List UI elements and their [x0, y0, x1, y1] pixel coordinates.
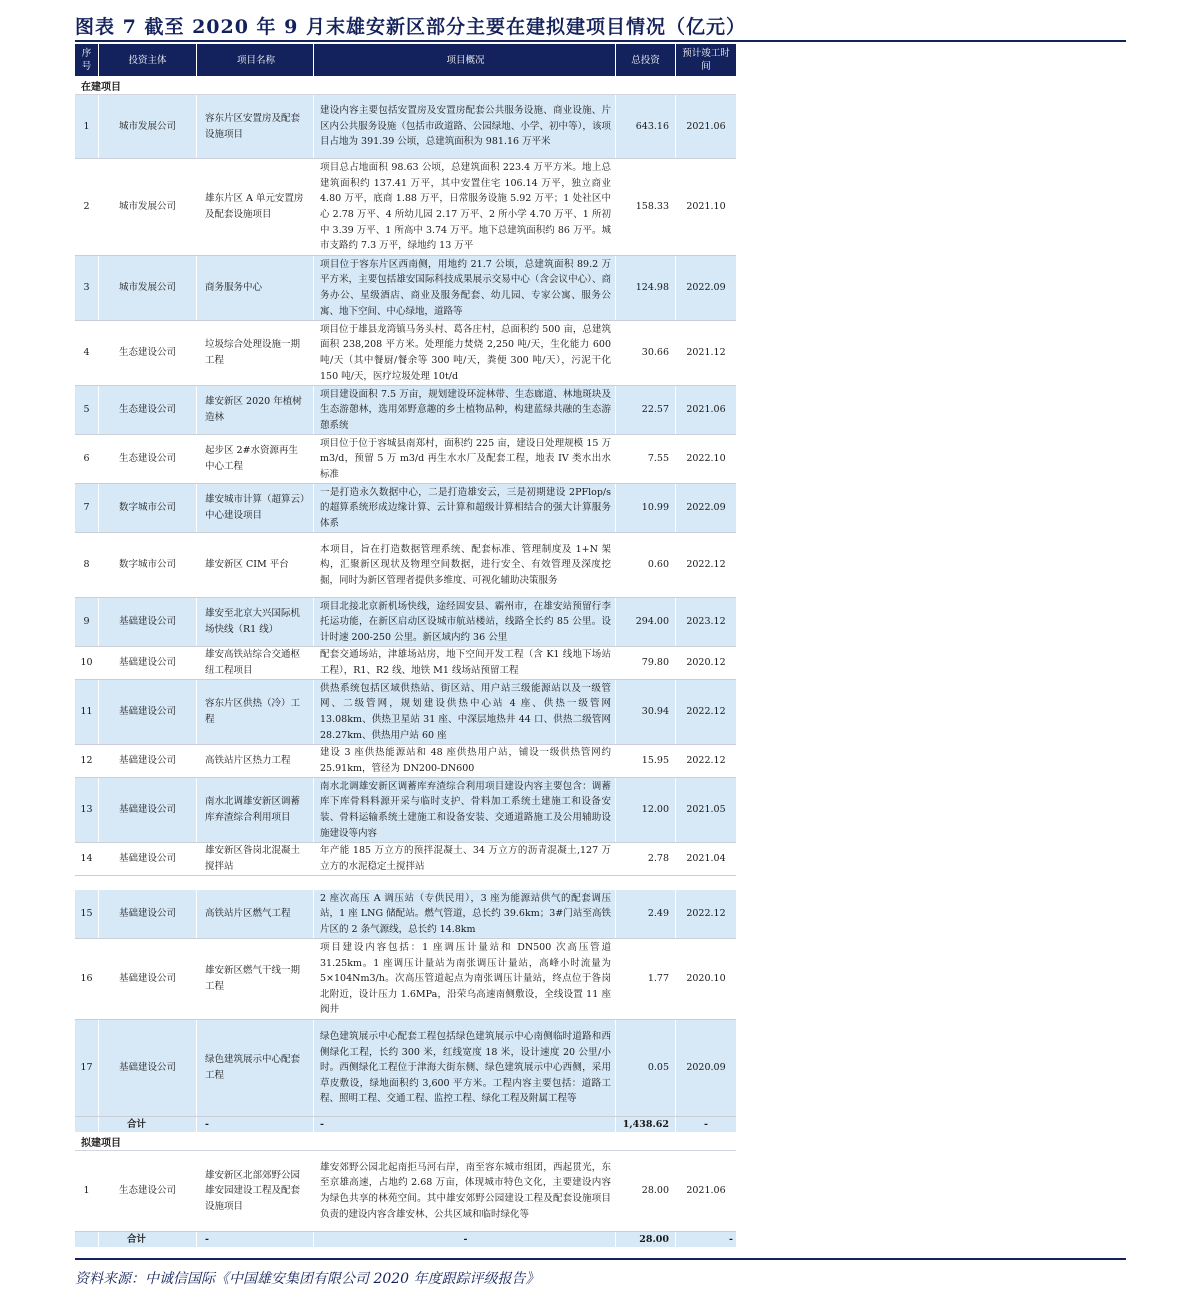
row-project-name: 雄安新区昝岗北混凝土搅拌站 [197, 843, 314, 875]
section-planned-label: 拟建项目 [75, 1132, 736, 1151]
planned-rows [75, 1151, 736, 1232]
page-break-gap [75, 876, 736, 890]
row-description: 本项目，旨在打造数据管理系统、配套标准、管理制度及 1+N 架构，汇聚新区现状及物理空间数据，进行安全、有效管理及深度挖掘，同时为新区管理者提供多维度、可视化辅助决策服务 [314, 533, 616, 597]
row-total-investment: 10.99 [616, 484, 676, 532]
header-name: 项目名称 [197, 44, 314, 76]
row-total-investment: 30.94 [616, 680, 676, 744]
row-project-name: 高铁站片区燃气工程 [197, 890, 314, 938]
row-completion-date: 2020.10 [686, 973, 726, 985]
row-project-name: 容东片区供热（冷）工程 [197, 680, 314, 744]
building-sum-label: 合计 [99, 1117, 197, 1132]
row-number: 3 [75, 256, 99, 320]
row-entity: 基础建设公司 [99, 598, 197, 646]
header-date: 预计竣工时间 [682, 48, 730, 72]
row-project-name: 商务服务中心 [197, 256, 314, 320]
row-total-investment: 124.98 [616, 256, 676, 320]
table-row [75, 386, 736, 435]
row-completion-date: 2021.05 [686, 804, 726, 816]
row-description: 配套交通场站，津雄场站房，地下空间开发工程（含 K1 线地下场站工程），R1、R2 线、地铁 M1 线场站预留工程 [314, 647, 616, 679]
row-entity: 生态建设公司 [99, 321, 197, 385]
table-row [75, 533, 736, 598]
row-number: 12 [75, 745, 99, 777]
row-completion-date: 2020.12 [686, 657, 726, 669]
row-description: 项目建设面积 7.5 万亩，规划建设环淀林带、生态廊道、林地斑块及生态游憩林，选用郊野意趣的乡土植物品种，构建蓝绿共融的生态游憩系统 [314, 386, 616, 434]
row-project-name: 南水北调雄安新区调蓄库弃渣综合利用项目 [197, 778, 314, 842]
row-entity: 生态建设公司 [99, 1151, 197, 1231]
projects-table [75, 44, 736, 1247]
source-note: 资料来源：中诚信国际《中国雄安集团有限公司 2020 年度跟踪评级报告》 [75, 1271, 540, 1287]
row-number: 16 [75, 939, 99, 1019]
row-number: 15 [75, 890, 99, 938]
row-number: 13 [75, 778, 99, 842]
table-row [75, 778, 736, 843]
row-entity: 基础建设公司 [99, 680, 197, 744]
row-description: 项目北接北京新机场快线，途经固安县、霸州市，在雄安站预留行李托运功能，在新区启动区设城市航站楼站，线路全长约 85 公里。设计时速 200-250 公里。新区域内约 36 公里 [314, 598, 616, 646]
planned-sum-entity: - [197, 1232, 314, 1247]
row-project-name: 容东片区安置房及配套设施项目 [197, 95, 314, 158]
row-completion-date: 2021.06 [686, 120, 726, 132]
row-total-investment: 28.00 [616, 1151, 676, 1231]
row-description: 绿色建筑展示中心配套工程包括绿色建筑展示中心南侧临时道路和西侧绿化工程，长约 300 米，红线宽度 18 米，设计速度 20 公里/小时。西侧绿化工程位于津海大街东侧、绿色建筑展示中心西侧，采用草皮敷设，绿地面积约 3,600 平方米。工程内容主要包括：道路工程、照明工程、交通工程、监控工程、绿化工程及附属工程等 [314, 1020, 616, 1116]
row-description: 项目位于位于容城县南郑村，面积约 225 亩，建设日处理规模 15 万 m3/d，预留 5 万 m3/d 再生水水厂及配套工程，地表 IV 类水出水标准 [314, 435, 616, 483]
row-entity: 城市发展公司 [99, 95, 197, 158]
row-description: 年产能 185 万立方的预拌混凝土、34 万立方的沥青混凝土,127 万立方的水泥稳定土搅拌站 [314, 843, 616, 875]
row-project-name: 雄安新区 2020 年植树造林 [197, 386, 314, 434]
planned-sum-date: - [729, 1234, 733, 1245]
title-rule [75, 40, 1126, 42]
row-description: 项目总占地面积 98.63 公顷，总建筑面积 223.4 万平方米。地上总建筑面积约 137.41 万平，其中安置住宅 106.14 万平，独立商业 4.80 万平，底商 1.88 万平，日常服务设施 5.92 万平；1 处社区中心 2.78 万平、4 所幼儿园 2.17 万平、2 所小学 4.70 万平、1 所初中 3.39 万平、1 所高中 3.74 万平。地下总建筑面积约 86 万平。城市支路约 7.3 万平，绿地约 13 万平 [314, 159, 616, 255]
row-completion-date: 2022.09 [686, 502, 726, 514]
row-number: 9 [75, 598, 99, 646]
figure-title: 图表 7 截至 2020 年 9 月末雄安新区部分主要在建拟建项目情况（亿元） [75, 16, 747, 38]
row-total-investment: 22.57 [616, 386, 676, 434]
building-sum-entity: - [197, 1117, 314, 1132]
row-number: 10 [75, 647, 99, 679]
row-total-investment: 294.00 [616, 598, 676, 646]
row-entity: 数字城市公司 [99, 484, 197, 532]
row-number: 5 [75, 386, 99, 434]
row-completion-date: 2022.10 [686, 453, 726, 465]
building-sum-total: 1,438.62 [616, 1117, 676, 1132]
row-completion-date: 2020.09 [686, 1062, 726, 1074]
row-description: 2 座次高压 A 调压站（专供民用），3 座为能源站供气的配套调压站，1 座 LNG 储配站。燃气管道，总长约 39.6km；3#门站至高铁片区的 2 条气源线，总长约 14.8km [314, 890, 616, 938]
row-entity: 数字城市公司 [99, 533, 197, 597]
row-completion-date: 2021.06 [686, 1185, 726, 1197]
table-row [75, 1151, 736, 1232]
row-project-name: 起步区 2#水资源再生中心工程 [197, 435, 314, 483]
header-no: 序号 [75, 44, 99, 76]
row-total-investment: 30.66 [616, 321, 676, 385]
table-row [75, 1020, 736, 1117]
row-total-investment: 79.80 [616, 647, 676, 679]
row-description: 供热系统包括区域供热站、街区站、用户站三级能源站以及一级管网、二级管网，规划建设供热中心站 4 座、供热一级管网 13.08km、供热卫星站 31 座、中深层地热井 44 口、供热二级管网 28.27km、供热用户站 60 座 [314, 680, 616, 744]
row-number: 4 [75, 321, 99, 385]
header-total: 总投资 [616, 44, 676, 76]
row-entity: 基础建设公司 [99, 1020, 197, 1116]
row-project-name: 雄安新区 CIM 平台 [197, 533, 314, 597]
row-completion-date: 2021.06 [686, 404, 726, 416]
table-row [75, 598, 736, 647]
row-completion-date: 2023.12 [686, 616, 726, 628]
row-number: 7 [75, 484, 99, 532]
row-number: 11 [75, 680, 99, 744]
row-total-investment: 2.49 [616, 890, 676, 938]
row-number: 14 [75, 843, 99, 875]
table-header [75, 44, 736, 76]
section-building-label: 在建项目 [75, 76, 736, 95]
building-sum-row [75, 1117, 736, 1132]
row-total-investment: 2.78 [616, 843, 676, 875]
row-project-name: 雄安至北京大兴国际机场快线（R1 线） [197, 598, 314, 646]
header-desc: 项目概况 [314, 44, 616, 76]
row-entity: 基础建设公司 [99, 778, 197, 842]
row-project-name: 垃圾综合处理设施一期工程 [197, 321, 314, 385]
planned-sum-row [75, 1232, 736, 1247]
planned-sum-total: 28.00 [616, 1232, 676, 1247]
row-total-investment: 15.95 [616, 745, 676, 777]
row-total-investment: 643.16 [616, 95, 676, 158]
row-project-name: 雄安新区北部郊野公园雄安园建设工程及配套设施项目 [197, 1151, 314, 1231]
row-entity: 基础建设公司 [99, 939, 197, 1019]
row-entity: 基础建设公司 [99, 647, 197, 679]
table-row [75, 256, 736, 321]
row-completion-date: 2022.09 [686, 282, 726, 294]
table-row [75, 95, 736, 159]
row-completion-date: 2021.10 [686, 201, 726, 213]
row-total-investment: 158.33 [616, 159, 676, 255]
row-entity: 基础建设公司 [99, 843, 197, 875]
header-entity: 投资主体 [99, 44, 197, 76]
planned-sum-desc: - [314, 1232, 616, 1247]
row-completion-date: 2021.04 [686, 853, 726, 865]
row-completion-date: 2021.12 [686, 347, 726, 359]
row-number: 2 [75, 159, 99, 255]
building-sum-date: - [704, 1119, 708, 1130]
row-project-name: 雄安新区燃气干线一期工程 [197, 939, 314, 1019]
table-row [75, 647, 736, 680]
row-description: 项目建设内容包括：1 座调压计量站和 DN500 次高压管道 31.25km。1 座调压计量站为南张调压计量站，高峰小时流量为 5×104Nm3/h。次高压管道起点为南张调压计量站，终点位于昝岗北附近，设计压力 1.6MPa，沿荣乌高速南侧敷设，全线设置 11 座阀井 [314, 939, 616, 1019]
planned-sum-label: 合计 [99, 1232, 197, 1247]
row-entity: 城市发展公司 [99, 256, 197, 320]
row-description: 一是打造永久数据中心，二是打造雄安云，三是初期建设 2PFlop/s 的超算系统形成边缘计算、云计算和超级计算相结合的强大计算服务体系 [314, 484, 616, 532]
row-description: 雄安郊野公园北起南拒马河右岸，南至容东城市组团，西起贯光，东至京雄高速，占地约 2.68 万亩，体现城市特色文化，主要建设内容为绿色共享的林苑空间。其中雄安郊野公园建设工程及配套设施项目负责的建设内容含雄安林、公共区域和临时绿化等 [314, 1151, 616, 1231]
building-sum-name: - [314, 1117, 616, 1132]
row-description: 项目位于容东片区西南侧，用地约 21.7 公顷，总建筑面积 89.2 万平方米，主要包括雄安国际科技成果展示交易中心（含会议中心）、商务办公、星级酒店、商业及服务配套、幼儿园、专家公寓、服务公寓、地下空间、中心绿地，道路等 [314, 256, 616, 320]
sum-blank [75, 1232, 99, 1247]
row-total-investment: 1.77 [616, 939, 676, 1019]
table-row [75, 843, 736, 876]
row-number: 1 [75, 95, 99, 158]
sum-blank [75, 1117, 99, 1132]
table-row [75, 890, 736, 939]
row-project-name: 雄安城市计算（超算云）中心建设项目 [197, 484, 314, 532]
row-description: 南水北调雄安新区调蓄库弃渣综合利用项目建设内容主要包含：调蓄库下库骨料料源开采与临时支护、骨料加工系统土建施工和设备安装、骨料运输系统土建施工和设备安装、交通道路施工及公用辅助设施建设等内容 [314, 778, 616, 842]
row-project-name: 雄东片区 A 单元安置房及配套设施项目 [197, 159, 314, 255]
row-total-investment: 12.00 [616, 778, 676, 842]
row-entity: 生态建设公司 [99, 435, 197, 483]
row-description: 建设 3 座供热能源站和 48 座供热用户站，铺设一级供热管网约 25.91km，管径为 DN200-DN600 [314, 745, 616, 777]
row-project-name: 高铁站片区热力工程 [197, 745, 314, 777]
source-rule [75, 1258, 1126, 1260]
row-completion-date: 2022.12 [686, 559, 726, 571]
table-row [75, 435, 736, 484]
table-row [75, 680, 736, 745]
table-row [75, 321, 736, 386]
row-entity: 基础建设公司 [99, 745, 197, 777]
row-completion-date: 2022.12 [686, 755, 726, 767]
table-row [75, 484, 736, 533]
row-number: 1 [75, 1151, 99, 1231]
table-row [75, 745, 736, 778]
row-entity: 基础建设公司 [99, 890, 197, 938]
row-description: 建设内容主要包括安置房及安置房配套公共服务设施、商业设施、片区内公共服务设施（包括市政道路、公园绿地、小学、初中等），该项目占地为 391.39 公顷，总建筑面积为 981.16 万平米 [314, 95, 616, 158]
row-total-investment: 0.05 [616, 1020, 676, 1116]
building-rows [75, 95, 736, 1117]
row-number: 8 [75, 533, 99, 597]
row-total-investment: 7.55 [616, 435, 676, 483]
row-description: 项目位于雄县龙湾镇马务头村、葛各庄村，总面积约 500 亩，总建筑面积 238,208 平方米。处理能力焚烧 2,250 吨/天，生化能力 600 吨/天（其中餐厨/餐余等 300 吨/天，粪便 300 吨/天），污泥干化 150 吨/天，医疗垃圾处理 10t/d [314, 321, 616, 385]
table-row [75, 939, 736, 1020]
row-number: 17 [75, 1020, 99, 1116]
row-entity: 城市发展公司 [99, 159, 197, 255]
row-entity: 生态建设公司 [99, 386, 197, 434]
row-completion-date: 2022.12 [686, 908, 726, 920]
row-project-name: 雄安高铁站综合交通枢纽工程项目 [197, 647, 314, 679]
table-row [75, 159, 736, 256]
row-project-name: 绿色建筑展示中心配套工程 [197, 1020, 314, 1116]
row-total-investment: 0.60 [616, 533, 676, 597]
row-completion-date: 2022.12 [686, 706, 726, 718]
row-number: 6 [75, 435, 99, 483]
